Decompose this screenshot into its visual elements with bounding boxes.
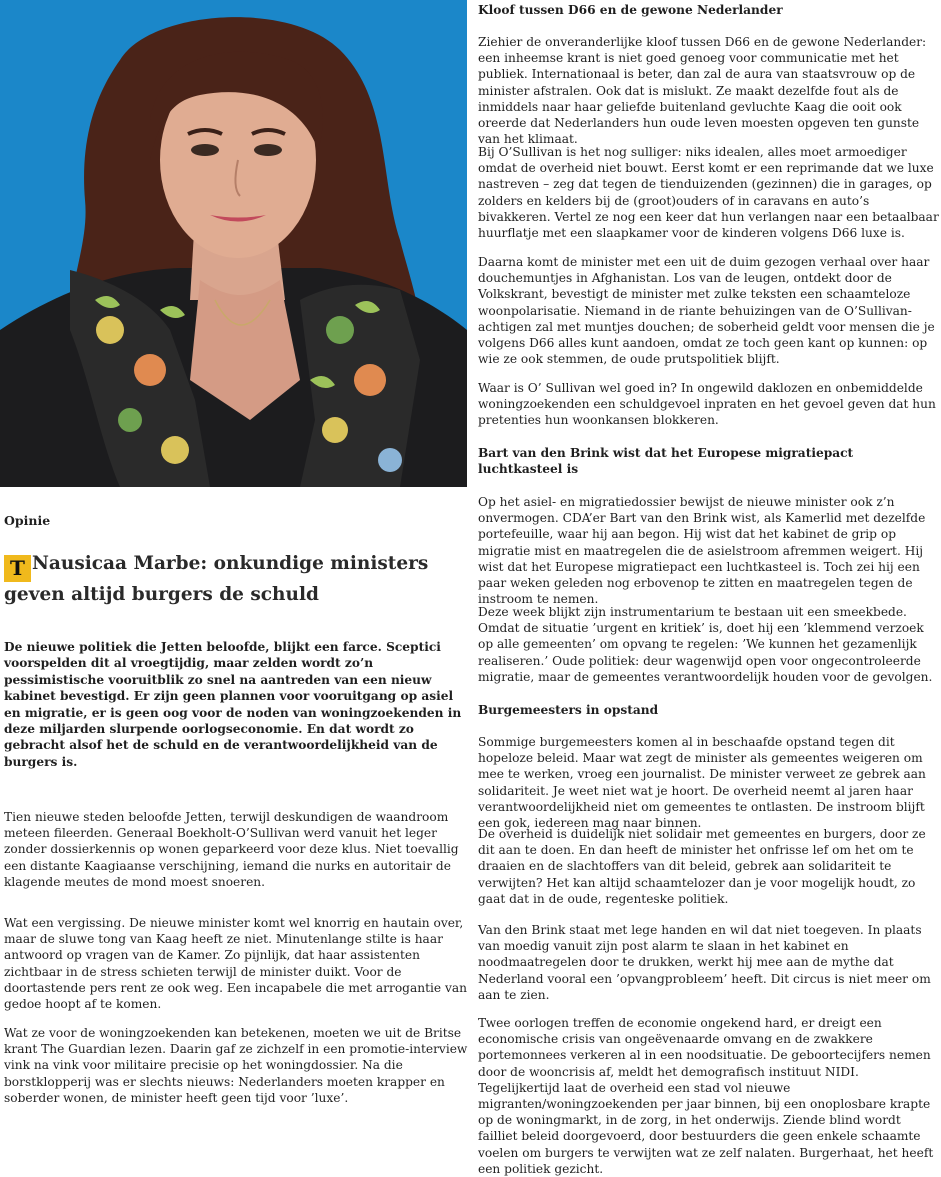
body-paragraph: Ziehier de onveranderlijke kloof tussen D66 en de gewone Nederlander: een inheemse krant is niet goed genoeg voor communicatie met het publiek. Internationaal is beter, dan zal de aura van staatsvrouw op de minister afstralen. Ook dat is mislukt. Ze maakt dezelfde fout als de inmiddels naar haar geliefde buitenland gevluchte Kaag die ooit ook oreerde dat Nederlanders hun oude leven moesten opgeven ten gunste van het klimaat. xyxy=(478,35,927,147)
body-paragraph: Bij O’Sullivan is het nog sulliger: niks idealen, alles moet armoediger omdat de overheid niet bouwt. Eerst komt er een reprimande dat we luxe nastreven – zeg dat tegen de tienduizenden (gezinnen) die in garages, op zolders en kelders bij de (groot)ouders of in caravans en auto’s bivakkeren. Vertel ze nog een keer dat hun verlangen naar een betaalbaar huurflatje met een slaapkamer voor de kinderen volgens D66 luxe is. xyxy=(478,145,939,241)
headline-text: Nausicaa Marbe: onkundige ministers geven altijd burgers de schuld xyxy=(4,553,429,605)
article-intro: De nieuwe politiek die Jetten beloofde, blijkt een farce. Sceptici voorspelden dit al vroegtijdig, maar zelden wordt zo’n pessimistische vooruitblik zo snel na aantreden van een nieuw kabinet bevestigd. Er zijn geen plannen voor vooruitgang op asiel en migratie, er is geen oog voor de noden van woningzoekenden in deze miljarden slurpende oorlogseconomie. En dat wordt zo gebracht alsof het de schuld en de verantwoordelijkheid van de burgers is. xyxy=(4,640,462,769)
body-paragraph: Daarna komt de minister met een uit de duim gezogen verhaal over haar douchemuntjes in Afghanistan. Los van de leugen, ontdekt door de Volkskrant, bevestigt de minister met zulke teksten een schaamteloze woonpolarisatie. Niemand in de riante behuizingen van de O’Sullivan-achtigen zal met muntjes douchen; de soberheid geldt voor mensen die je volgens D66 alles kunt aandoen, omdat ze toch geen kant op kunnen: op wie ze ook stemmen, de oude prutspolitiek blijft. xyxy=(478,255,935,367)
telegraaf-logo-icon: T xyxy=(4,555,31,582)
body-paragraph: Twee oorlogen treffen de economie ongekend hard, er dreigt een economische crisis van ongeëvenaarde omvang en de zwakkere portemonnees verkeren al in een noodsituatie. De geboortecijfers nemen door de wooncrisis af, meldt het demografisch instituut NIDI. Tegelijkertijd laat de overheid een stad vol nieuwe migranten/woningzoekenden per jaar binnen, bij een onoplosbare krapte op de woningmarkt, in de zorg, in het onderwijs. Ziende blind wordt failliet beleid doorgevoerd, door bestuurders die geen enkele schaamte voelen om burgers te verwijten wat ze zelf nalaten. Burgerhaat, het heeft een politiek gezicht. xyxy=(478,1016,934,1176)
body-paragraph: Wat ze voor de woningzoekenden kan betekenen, moeten we uit de Britse krant The Guardian lezen. Daarin gaf ze zichzelf in een promotie-interview vink na vink voor militaire precisie op het woningdossier. Na die borstklopperij was er slechts nieuws: Nederlanders moeten krapper en soberder wonen, de minister heeft geen tijd voor ’luxe’. xyxy=(4,1026,468,1105)
body-paragraph: De overheid is duidelijk niet solidair met gemeentes en burgers, door ze dit aan te doen. En dan heeft de minister het onfrisse lef om het om te draaien en de slachtoffers van dit beleid, gebrek aan solidariteit te verwijten? Het kan altijd schaamtelozer dan je voor mogelijk houdt, zo gaat dat in de oude, regenteske politiek. xyxy=(478,827,926,906)
subheading: Burgemeesters in opstand xyxy=(478,703,659,717)
body-paragraph: Tien nieuwe steden beloofde Jetten, terwijl deskundigen de waandroom meteen fileerden. Generaal Boekholt-O’Sullivan werd vanuit het leger zonder dossierkennis op wonen geparkeerd voor deze klus. Niet toevallig een distante Kaagiaanse verschijning, iemand die nurks en autoritair de klagende meutes de mond moest snoeren. xyxy=(4,810,459,889)
subheading: Kloof tussen D66 en de gewone Nederlander xyxy=(478,3,783,17)
subheading: Bart van den Brink wist dat het Europese migratiepact luchtkasteel is xyxy=(478,446,854,476)
body-paragraph: Wat een vergissing. De nieuwe minister komt wel knorrig en hautain over, maar de sluwe tong van Kaag heeft ze niet. Minutenlange stilte is haar antwoord op vragen van de Kamer. Zo pijnlijk, dat haar assistenten zichtbaar in de stress schieten terwijl de minister duikt. Voor de doortastende pers rent ze ook weg. Een incapabele die met arrogantie van gedoe hoopt af te komen. xyxy=(4,916,467,1012)
body-paragraph: Waar is O’ Sullivan wel goed in? In ongewild daklozen en onbemiddelde woningzoekenden een schuldgevoel inpraten en het gevoel geven dat hun pretenties hun woonkansen blokkeren. xyxy=(478,381,936,428)
body-paragraph: Deze week blijkt zijn instrumentarium te bestaan uit een smeekbede. Omdat de situatie ’urgent en kritiek’ is, doet hij een ’klemmend verzoek op alle gemeenten’ om opvang te regelen: ’We kunnen het gezamenlijk realiseren.’ Oude politiek: deur wagenwijd open voor ongecontroleerde migratie, maar de gemeentes verantwoordelijk houden voor de gevolgen. xyxy=(478,605,933,684)
author-photo xyxy=(0,0,467,487)
body-paragraph: Op het asiel- en migratiedossier bewijst de nieuwe minister ook z’n onvermogen. CDA’er Bart van den Brink wist, als Kamerlid met dezelfde portefeuille, waar hij aan begon. Hij wist dat het kabinet de grip op migratie mist en maatregelen die de asielstroom afremmen weigert. Hij wist dat het Europese migratiepact een luchtkasteel is. Toch zei hij een paar weken geleden nog erbovenop te zitten en maatregelen tegen de instroom te nemen. xyxy=(478,495,926,607)
section-label: Opinie xyxy=(4,513,51,528)
body-paragraph: Sommige burgemeesters komen al in beschaafde opstand tegen dit hopeloze beleid. Maar wat zegt de minister als gemeentes weigeren om mee te werken, vroeg een journalist. De minister verweet ze gebrek aan solidariteit. Je weet niet wat je hoort. De overheid neemt al jaren haar verantwoordelijkheid niet om gemeentes te ontlasten. De instroom blijft een gok, iedereen mag naar binnen. xyxy=(478,735,926,831)
article-headline[interactable] xyxy=(4,551,470,608)
body-paragraph: Van den Brink staat met lege handen en wil dat niet toegeven. In plaats van moedig vanuit zijn post alarm te slaan in het kabinet en noodmaatregelen door te drukken, werkt hij mee aan de mythe dat Nederland vooral een ’opvangprobleem’ heeft. Dit circus is niet meer om aan te zien. xyxy=(478,923,931,1002)
